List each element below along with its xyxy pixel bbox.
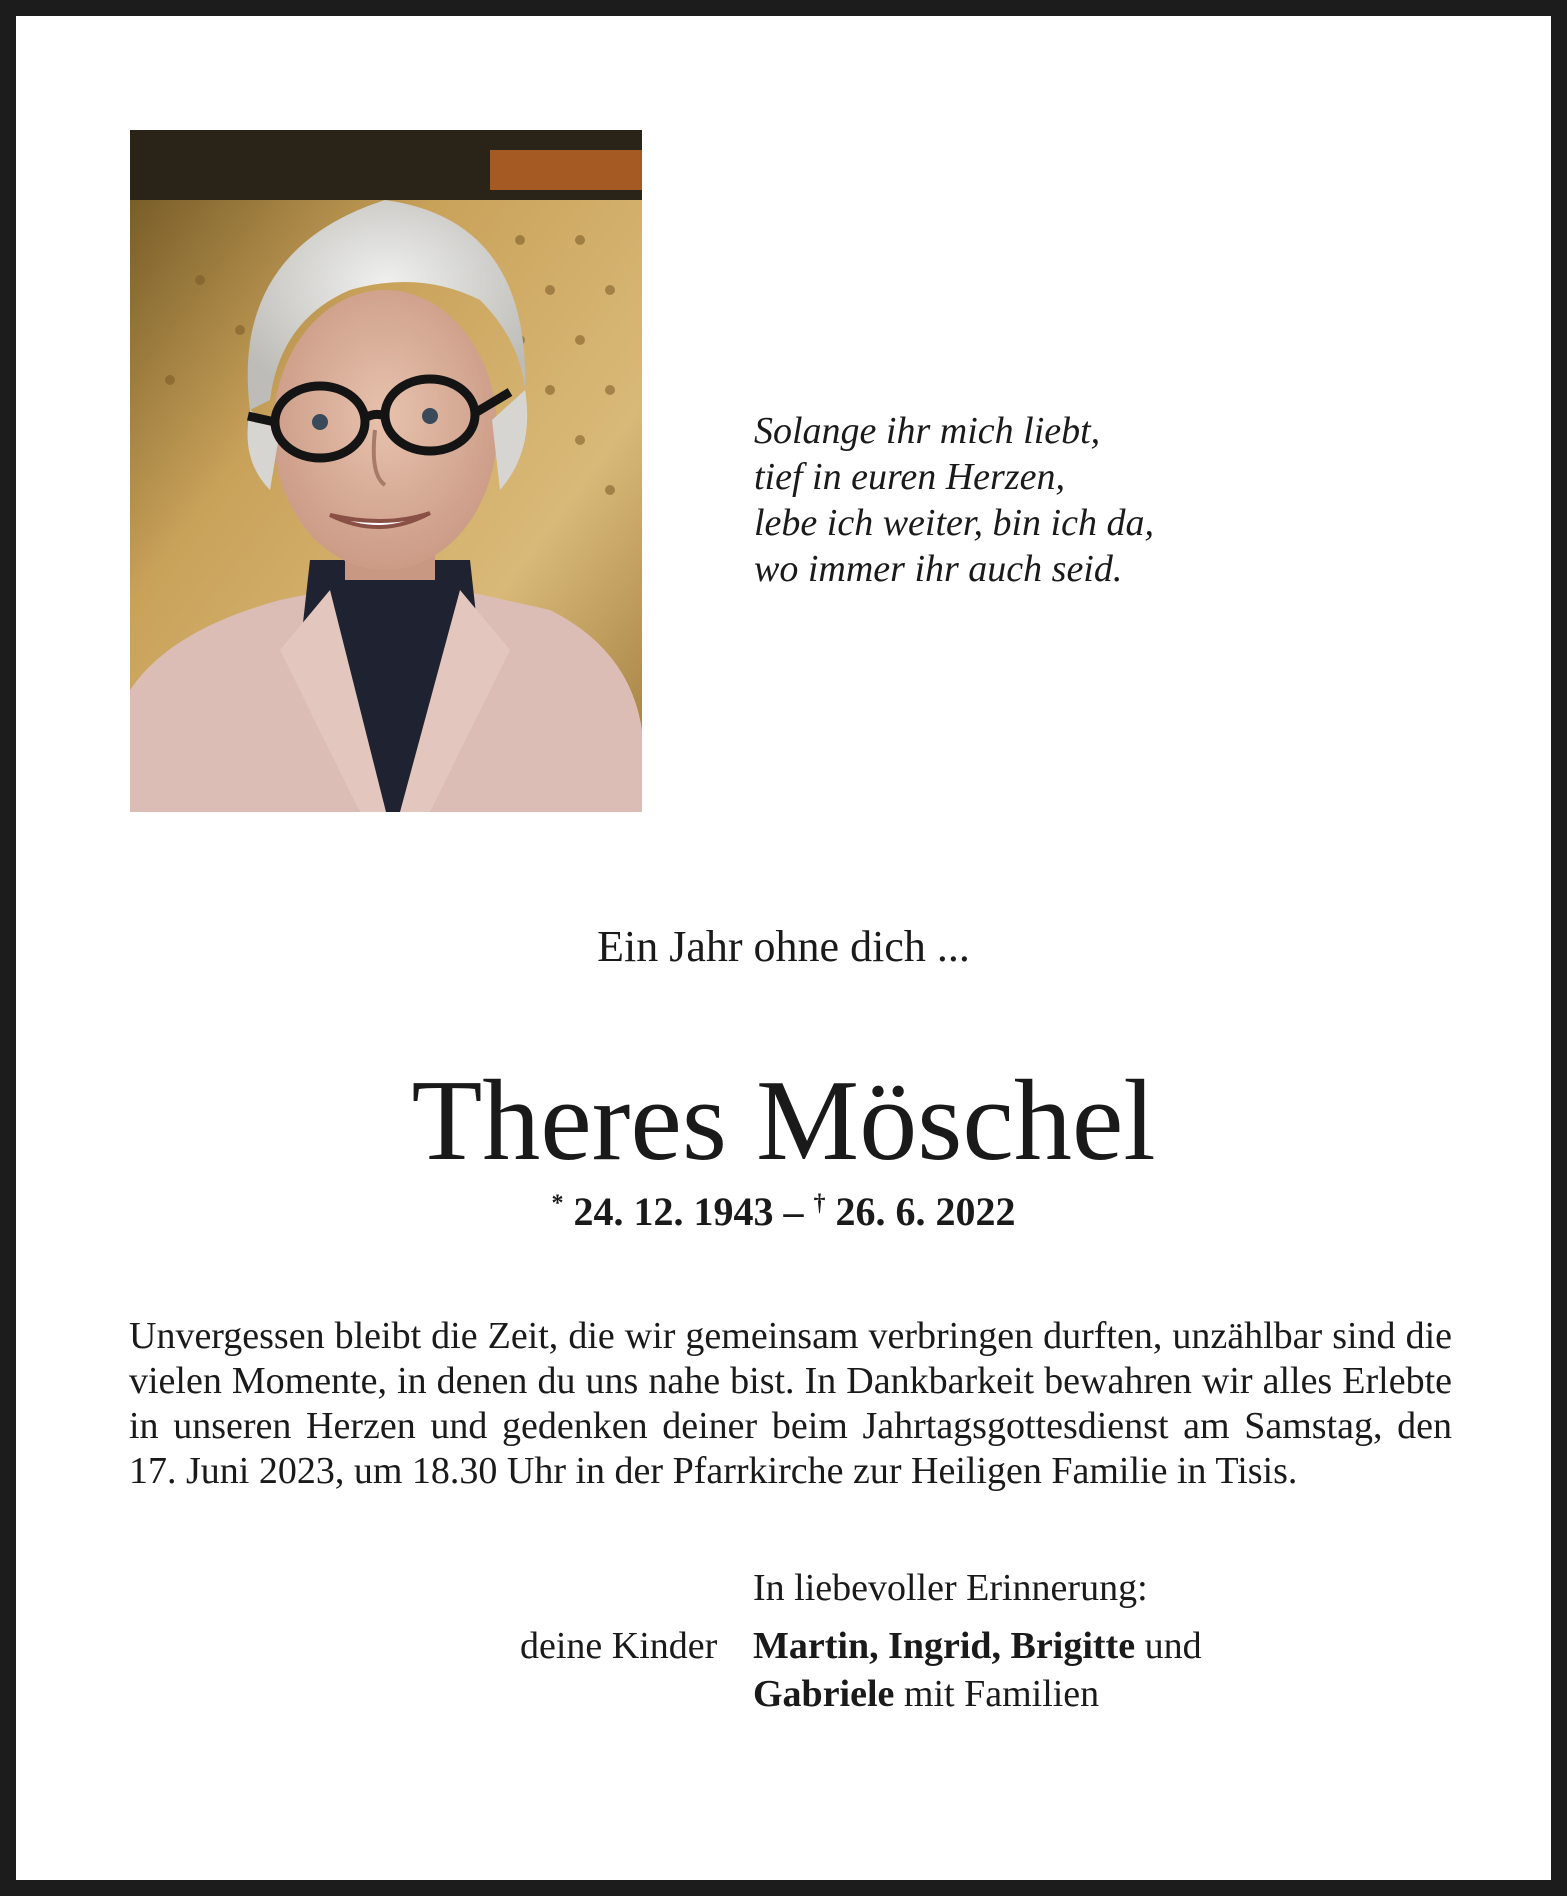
signature-prefix: deine Kinder — [520, 1625, 718, 1667]
closing-line: In liebevoller Erinnerung: — [753, 1567, 1148, 1609]
signature-conjunction: und — [1144, 1625, 1202, 1667]
date-separator: – — [783, 1189, 804, 1234]
deceased-name: Theres Möschel — [411, 1057, 1156, 1185]
poem-line: lebe ich weiter, bin ich da, — [754, 502, 1154, 544]
memorial-text: Unvergessen bleibt die Zeit, die wir gemeinsam verbringen durften, unzählbar sind die vielen Momente, in denen du uns nahe bist. In Dankbarkeit bewahren wir alles Erlebte in unseren Herzen und gedenken deiner beim Jahrtagsgottesdienst am Samstag, den 17. Juni 2023, um 18.30 Uhr in der Pfarrkirche zur Heiligen Familie in Tisis. — [129, 1315, 1452, 1492]
poem-line: tief in euren Herzen, — [754, 456, 1065, 498]
death-symbol: † — [813, 1190, 826, 1217]
portrait-photo — [130, 130, 642, 812]
life-dates — [16, 1188, 1551, 1235]
poem-line: Solange ihr mich liebt, — [754, 410, 1101, 452]
signature-suffix: mit Familien — [903, 1673, 1100, 1715]
birth-date: 24. 12. 1943 — [573, 1189, 774, 1234]
children-names-last: Gabriele — [753, 1673, 895, 1715]
signature-block — [520, 1622, 1202, 1718]
poem-line: wo immer ihr auch seid. — [754, 548, 1123, 590]
birth-symbol: * — [551, 1190, 564, 1217]
anniversary-subtitle: Ein Jahr ohne dich ... — [597, 922, 970, 971]
memorial-poem — [754, 408, 1154, 592]
portrait-illustration — [130, 130, 642, 812]
death-date: 26. 6. 2022 — [835, 1189, 1016, 1234]
children-names: Martin, Ingrid, Brigitte — [753, 1625, 1136, 1667]
